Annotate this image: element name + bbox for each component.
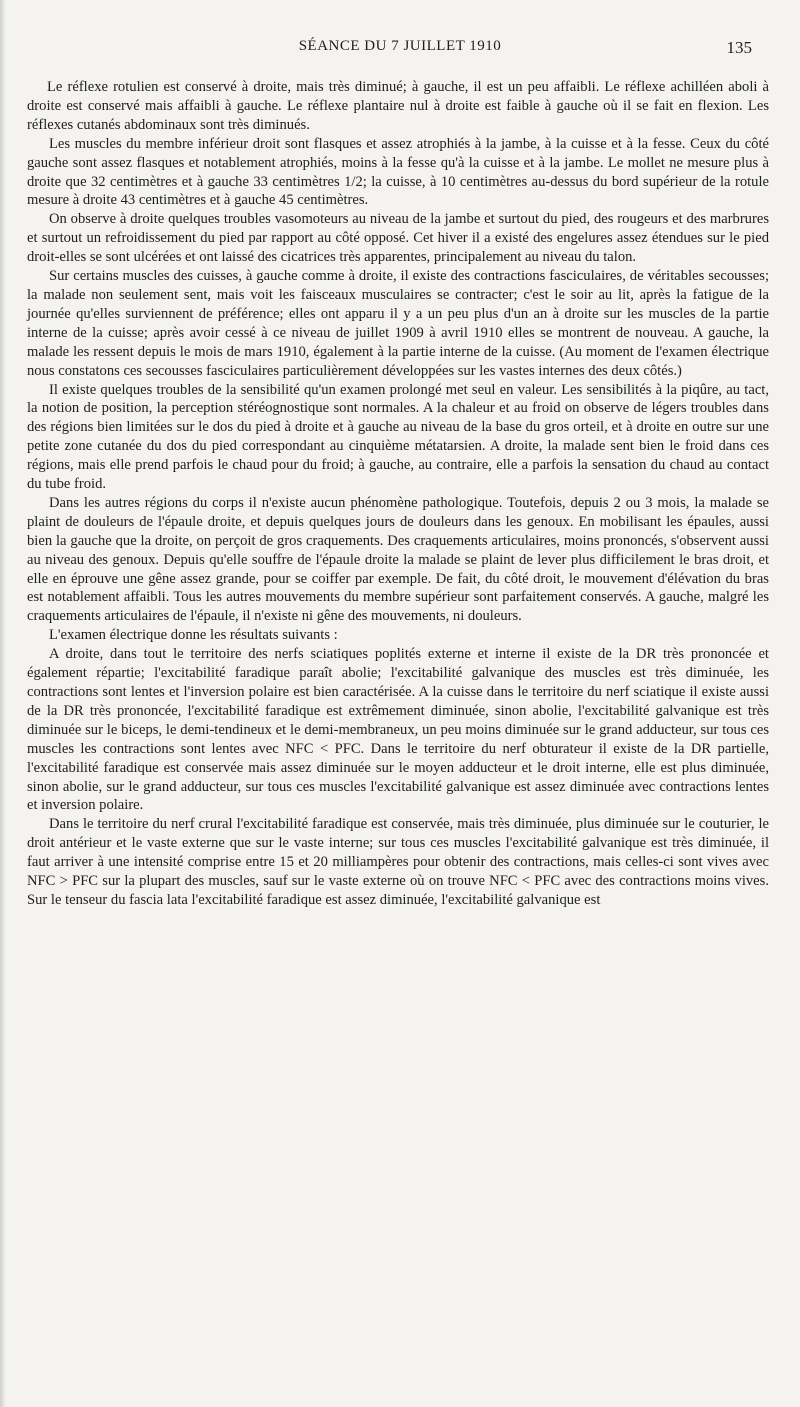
paragraph-fasciculations: Sur certains muscles des cuisses, à gauche comme à droite, il existe des contractions fasciculaires, de véritables secousses; la malade non seulement sent, mais voit les faisceaux musculaires se contracter; c'est le soir au lit, après la fatigue de la journée qu'elles surviennent de préférence; elles ont apparu il y a un peu plus d'un an à droite sur les muscles de la partie interne de la cuisse; après avoir cessé à ce niveau de juillet 1909 à avril 1910 elles se montrent de nouveau. A gauche, la malade les ressent depuis le mois de mars 1910, également à la partie interne de la cuisse. (Au moment de l'examen électrique nous constatons ces secousses fasciculaires particulièrement développées sur les vastes internes des deux côtés.) [27, 268, 769, 379]
paragraph-muscles-atrophy: Les muscles du membre inférieur droit sont flasques et assez atrophiés à la jambe, à la cuisse et à la fesse. Ceux du côté gauche sont assez flasques et notablement atrophiés, moins à la fesse qu'à la cuisse et à la jambe. Le mollet ne mesure plus à droite que 32 centimètres et à gauche 33 centimètres 1/2; la cuisse, à 10 centimètres au-dessus du bord supérieur de la rotule mesure à droite 43 centimètres et à gauche 45 centimètres. [27, 135, 769, 209]
paragraph-vasomotor: On observe à droite quelques troubles vasomoteurs au niveau de la jambe et surtout du pied, des rougeurs et des marbrures et surtout un refroidissement du pied par rapport au côté opposé. Cet hiver il a existé des engelures assez étendues sur le pied droit-elles se sont ulcérées et ont laissé des cicatrices très apparentes, principalement au niveau du talon. [27, 211, 769, 266]
paragraph-sensibility: Il existe quelques troubles de la sensibilité qu'un examen prolongé met seul en valeur. Les sensibilités à la piqûre, au tact, la notion de position, la perception stéréognostique sont normales. A la chaleur et au froid on observe de légers troubles dans des régions bien limitées sur le dos du pied à droite et à gauche au niveau de la base du gros orteil, et à droite en outre sur une petite zone cutanée du dos du pied correspondant au cinquième métatarsien. A droite, la malade sent bien le froid dans ces régions, mais elle prend parfois le chaud pour du froid; à gauche, au contraire, elle a parfois la sensation du chaud au contact du tube froid. [27, 381, 769, 493]
paragraph-other-regions: Dans les autres régions du corps il n'existe aucun phénomène pathologique. Toutefois, depuis 2 ou 3 mois, la malade se plaint de douleurs de l'épaule droite, et depuis quelques jours de douleurs dans les genoux. En mobilisant les épaules, aussi bien la gauche que la droite, on perçoit de gros craquements. Des craquements articulaires, moins prononcés, s'observent aussi au niveau des genoux. Depuis qu'elle souffre de l'épaule droite la malade se plaint de lever plus difficilement le bras droit, et elle en éprouve une gêne assez grande, pour se coiffer par exemple. De fait, du côté droit, le mouvement d'élévation du bras est notablement affaibli. Tous les autres mouvements du membre supérieur sont parfaitement conservés. A gauche, malgré les craquements articulaires de l'épaule, il n'existe ni gêne des mouvements, ni douleurs. [27, 494, 769, 625]
running-head: SÉANCE DU 7 JUILLET 1910 [298, 38, 502, 54]
page-header [0, 38, 800, 62]
paragraph-electrical-right: A droite, dans tout le territoire des nerfs sciatiques poplités externe et interne il existe de la DR très prononcée et également répartie; l'excitabilité faradique paraît abolie; l'excitabilité galvanique des muscles est très diminuée, les contractions sont lentes et l'inversion polaire est bien caractérisée. A la cuisse dans le territoire du nerf sciatique il existe aussi de la DR très prononcée, l'excitabilité faradique est extrêmement diminuée, sinon abolie, l'excitabilité galvanique est très diminuée sur le biceps, le demi-tendineux et le demi-membraneux, un peu moins diminuée sur le grand adducteur, sur tous ces muscles les contractions sont lentes avec NFC < PFC. Dans le territoire du nerf obturateur il existe de la DR partielle, l'excitabilité faradique est conservée mais assez diminuée sur le moyen adducteur et le droit interne, elle est plus diminuée, sinon abolie, sur le grand adducteur, sur tous ces muscles l'excitabilité galvanique est assez diminuée avec contractions lentes et inversion polaire. [27, 646, 769, 814]
paragraph-reflexes: Le réflexe rotulien est conservé à droite, mais très diminué; à gauche, il est un peu affaibli. Le réflexe achilléen aboli à droite est conservé mais affaibli à gauche. Le réflexe plantaire nul à droite est faible à gauche où il se fait en flexion. Les réflexes cutanés abdominaux sont très diminués. [27, 79, 769, 133]
page-body [27, 78, 769, 910]
paragraph-electrical-intro: L'examen électrique donne les résultats suivants : [49, 627, 338, 644]
paragraph-crural-nerve: Dans le territoire du nerf crural l'excitabilité faradique est conservée, mais très diminuée, plus diminuée sur le couturier, le droit antérieur et le vaste externe que sur le vaste interne; sur tous ces muscles l'excitabilité galvanique est très diminuée, il faut arriver à une intensité comprise entre 15 et 20 milliampères pour obtenir des contractions, mais celles-ci sont vives avec NFC > PFC sur la plupart des muscles, sauf sur le vaste externe où on trouve NFC < PFC avec des contractions moins vives. Sur le tenseur du fascia lata l'excitabilité faradique est assez diminuée, l'excitabilité galvanique est [27, 816, 769, 908]
page-number: 135 [726, 38, 752, 57]
scan-left-edge [0, 0, 6, 1407]
